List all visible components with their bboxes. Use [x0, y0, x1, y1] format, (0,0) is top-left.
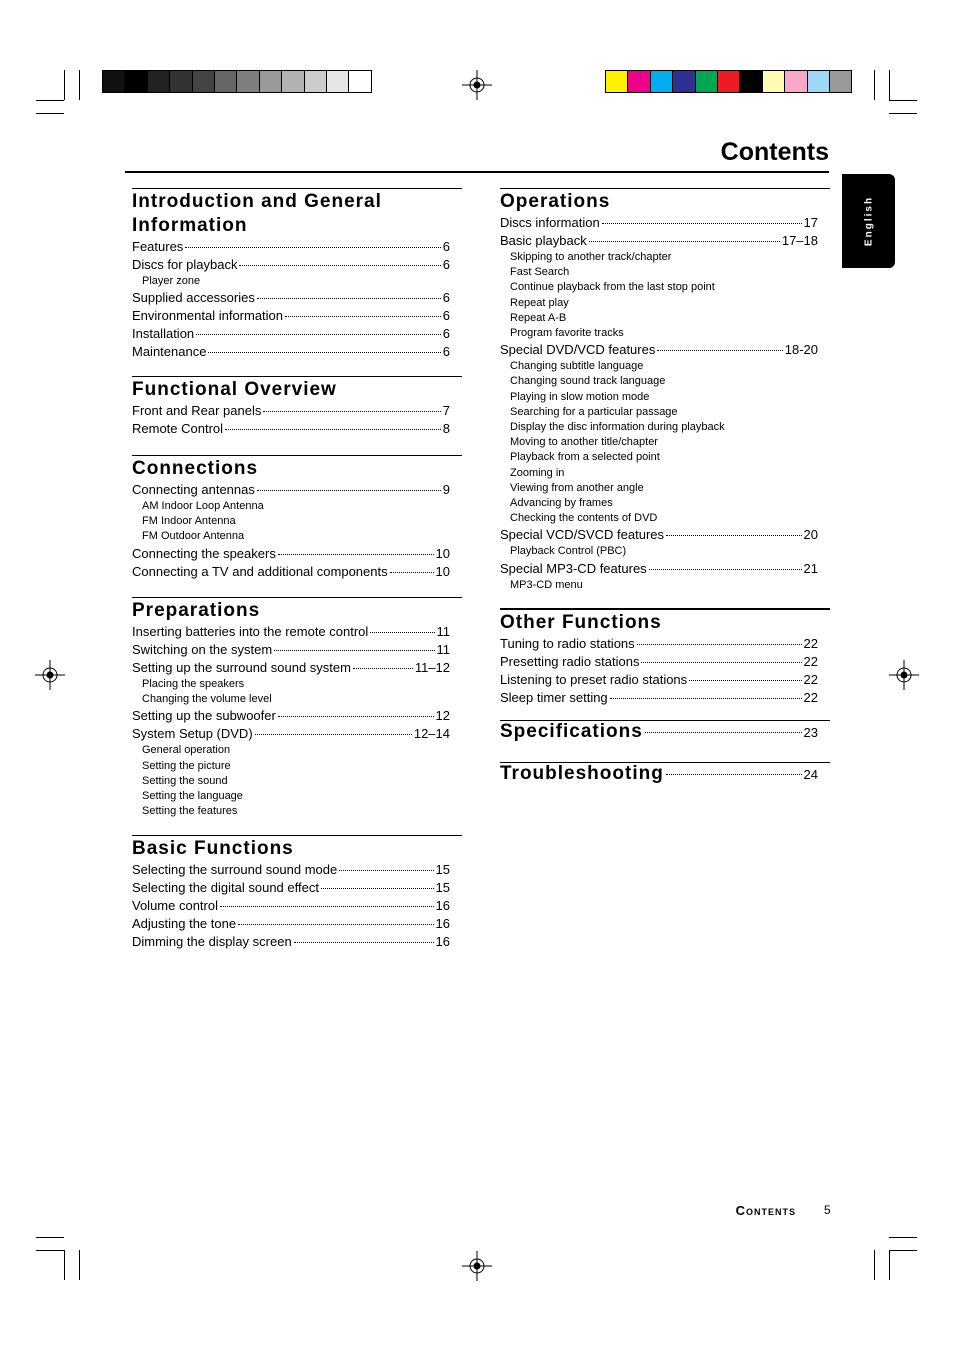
color-swatch [237, 71, 259, 92]
page-number: 5 [824, 1203, 831, 1217]
toc-entry-label: System Setup (DVD) [132, 726, 253, 742]
dot-leader [666, 535, 802, 536]
toc-entry [132, 707, 450, 725]
toc-entry [132, 256, 450, 274]
toc-entry-page: 10 [435, 563, 450, 579]
toc-entry-label: Features [132, 239, 184, 254]
toc-subentry: Changing the volume level [142, 693, 272, 706]
toc-subentry: MP3-CD menu [510, 578, 583, 591]
toc-subentry: General operation [142, 744, 231, 757]
section-entries [132, 402, 462, 438]
toc-entry-page: 12 [435, 708, 450, 724]
toc-subentry: Advancing by frames [510, 497, 613, 510]
toc-entry [500, 671, 818, 689]
color-swatch [327, 71, 349, 92]
color-swatch [808, 71, 830, 92]
toc-entry-page: 6 [442, 239, 450, 254]
section-title: Introduction and General Information [132, 191, 382, 236]
toc-subentry: Display the disc information during playback [510, 421, 725, 434]
toc-entry-page: 9 [442, 482, 450, 497]
color-swatch [785, 71, 807, 92]
toc-entry-label: Basic playback [500, 233, 587, 248]
toc-entry [500, 689, 818, 707]
toc-entry [132, 915, 450, 933]
toc-entry-label: Setting up the subwoofer [132, 708, 276, 724]
toc-entry-page: 11–12 [414, 660, 450, 675]
color-swatch [651, 71, 673, 92]
toc-entry [132, 545, 450, 563]
toc-entry-label: Special DVD/VCD features [500, 342, 656, 358]
toc-section [132, 188, 462, 361]
color-swatch [628, 71, 650, 92]
section-title: Operations [500, 191, 611, 212]
toc-entry-page: 6 [442, 257, 450, 272]
toc-entry-page: 22 [803, 636, 818, 651]
toc-entry [132, 623, 450, 641]
registration-mark-icon [889, 660, 919, 690]
grayscale-color-bar [102, 70, 372, 93]
toc-entry-label: Setting up the surround sound system [132, 660, 351, 675]
dot-leader [263, 411, 440, 412]
dot-leader [370, 632, 434, 633]
toc-entry [132, 861, 450, 879]
color-swatch [125, 71, 147, 92]
dot-leader [239, 265, 440, 266]
toc-entry-label: Tuning to radio stations [500, 636, 635, 651]
toc-subentry: Placing the speakers [142, 678, 245, 690]
dot-leader [321, 888, 434, 889]
toc-entry-page: 20 [803, 527, 818, 543]
toc-section-troubleshooting [500, 762, 830, 785]
toc-entry [500, 341, 818, 359]
toc-entry-label: Adjusting the tone [132, 916, 237, 931]
toc-subentry: Skipping to another track/chapter [510, 251, 672, 263]
toc-section [132, 455, 462, 581]
toc-subentry: Setting the picture [142, 759, 231, 772]
color-swatch [193, 71, 215, 92]
toc-entry-label: Selecting the digital sound effect [132, 880, 319, 895]
toc-entry-label: Connecting a TV and additional components [132, 563, 388, 579]
dot-leader [257, 490, 441, 491]
big-entry-label: Troubleshooting [500, 763, 664, 784]
dot-leader [602, 223, 802, 224]
color-swatch [215, 71, 237, 92]
toc-entry [132, 420, 450, 438]
toc-entry [500, 653, 818, 671]
color-swatch [718, 71, 740, 92]
toc-section [500, 608, 830, 707]
dot-leader [641, 662, 801, 663]
dot-leader [255, 734, 412, 735]
dot-leader [238, 924, 433, 925]
dot-leader [645, 732, 802, 733]
color-swatch [349, 71, 370, 92]
color-swatch [740, 71, 762, 92]
color-swatch [170, 71, 192, 92]
big-entry-page: 23 [803, 725, 818, 740]
color-swatch [282, 71, 304, 92]
toc-subentry: Viewing from another angle [510, 481, 644, 494]
toc-entry [132, 641, 450, 659]
section-rule [132, 597, 462, 598]
toc-subentry: Setting the sound [142, 774, 228, 787]
page-title: Contents [720, 138, 829, 166]
dot-leader [225, 429, 441, 430]
toc-entry [132, 325, 450, 343]
toc-entry-label: Special VCD/SVCD features [500, 527, 665, 543]
color-swatch [763, 71, 785, 92]
language-tab-label: English [863, 195, 874, 247]
dot-leader [208, 352, 440, 353]
registration-mark-icon [462, 1251, 492, 1281]
toc-entry-page: 6 [442, 344, 450, 360]
section-rule [500, 608, 830, 610]
color-swatch [696, 71, 718, 92]
color-swatch [606, 71, 628, 92]
footer-label: Contents [735, 1203, 796, 1218]
section-entries [500, 635, 830, 707]
dot-leader [353, 668, 413, 669]
registration-mark-icon [35, 660, 65, 690]
toc-entry-page: 17 [803, 215, 818, 230]
dot-leader [274, 650, 434, 651]
section-title: Connections [132, 458, 259, 479]
toc-section-specifications [500, 720, 830, 743]
toc-entry [132, 897, 450, 915]
toc-entry-page: 18-20 [784, 342, 818, 358]
color-swatch [148, 71, 170, 92]
toc-entry-label: Listening to preset radio stations [500, 672, 688, 687]
section-title: Functional Overview [132, 379, 337, 400]
dot-leader [220, 906, 434, 907]
toc-entry-label: Maintenance [132, 344, 207, 360]
toc-subentry: Repeat play [510, 296, 569, 309]
toc-entry [132, 933, 450, 951]
toc-subentry: AM Indoor Loop Antenna [142, 500, 264, 512]
toc-entry-label: Installation [132, 326, 195, 342]
toc-entry [132, 659, 450, 677]
toc-entry-page: 22 [803, 690, 818, 705]
toc-entry-label: Sleep timer setting [500, 690, 608, 705]
dot-leader [339, 870, 433, 871]
toc-entry-page: 22 [803, 672, 818, 687]
toc-big-entry [500, 721, 818, 743]
section-rule [132, 835, 462, 836]
toc-entry [500, 526, 818, 544]
toc-entry [132, 343, 450, 361]
dot-leader [257, 298, 441, 299]
dot-leader [610, 698, 802, 699]
toc-entry-label: Presetting radio stations [500, 654, 640, 669]
dot-leader [689, 680, 801, 681]
title-rule [125, 171, 829, 173]
dot-leader [196, 334, 441, 335]
toc-subentry: Repeat A-B [510, 311, 567, 324]
dot-leader [390, 572, 434, 573]
toc-entry [132, 307, 450, 325]
section-rule [132, 188, 462, 189]
toc-entry-page: 15 [435, 880, 450, 895]
toc-subentry: Changing subtitle language [510, 360, 644, 373]
toc-subentry: Changing sound track language [510, 375, 666, 388]
toc-entry-page: 11 [436, 642, 450, 657]
section-rule [500, 188, 830, 189]
section-entries [132, 861, 462, 951]
toc-entry-page: 11 [436, 624, 450, 639]
section-rule [132, 376, 462, 377]
toc-entry-label: Special MP3-CD features [500, 560, 647, 576]
color-swatch [305, 71, 327, 92]
dot-leader [294, 942, 434, 943]
toc-entry [132, 879, 450, 897]
dot-leader [278, 554, 434, 555]
toc-entry [500, 214, 818, 232]
toc-entry-page: 17–18 [781, 233, 818, 248]
big-entry-page: 24 [803, 767, 818, 782]
toc-subentry: FM Outdoor Antenna [142, 530, 245, 543]
section-entries [132, 623, 462, 819]
section-title: Basic Functions [132, 838, 294, 859]
section-entries [500, 214, 830, 593]
toc-subentry: Continue playback from the last stop point [510, 281, 715, 294]
toc-subentry: Playback Control (PBC) [510, 545, 627, 558]
toc-section [132, 835, 462, 951]
toc-subentry: Searching for a particular passage [510, 405, 678, 418]
section-entries [132, 481, 462, 581]
color-swatch [103, 71, 125, 92]
toc-entry [500, 560, 818, 578]
toc-entry-label: Dimming the display screen [132, 934, 292, 949]
toc-entry-page: 10 [435, 545, 450, 561]
registration-mark-icon [462, 70, 492, 100]
dot-leader [657, 350, 782, 351]
toc-entry-page: 8 [442, 421, 450, 436]
toc-section [132, 597, 462, 819]
toc-entry-page: 22 [803, 654, 818, 669]
dot-leader [666, 774, 802, 775]
language-tab [842, 174, 895, 268]
toc-entry-label: Connecting the speakers [132, 545, 276, 561]
toc-subentry: Playing in slow motion mode [510, 390, 650, 403]
cmyk-color-bar [605, 70, 852, 93]
section-title: Other Functions [500, 612, 662, 633]
toc-subentry: Program favorite tracks [510, 327, 624, 340]
dot-leader [185, 247, 440, 248]
toc-entry-label: Inserting batteries into the remote control [132, 624, 369, 639]
toc-entry-page: 16 [435, 934, 450, 949]
toc-entry-page: 16 [435, 916, 450, 931]
dot-leader [285, 316, 441, 317]
toc-entry-page: 6 [442, 308, 450, 324]
toc-entry-page: 21 [803, 560, 818, 576]
dot-leader [637, 644, 802, 645]
toc-entry-label: Discs information [500, 215, 600, 230]
dot-leader [649, 569, 802, 570]
toc-entry-page: 7 [442, 403, 450, 418]
toc-entry-label: Environmental information [132, 308, 284, 324]
toc-subentry: Fast Search [510, 266, 570, 279]
toc-entry-page: 6 [442, 326, 450, 342]
toc-subentry: Playback from a selected point [510, 451, 660, 464]
toc-big-entry [500, 763, 818, 785]
toc-entry [132, 481, 450, 499]
color-swatch [673, 71, 695, 92]
toc-section [132, 376, 462, 438]
toc-subentry: Player zone [142, 275, 201, 287]
toc-entry [132, 402, 450, 420]
section-rule [132, 455, 462, 456]
dot-leader [278, 716, 434, 717]
toc-entry [132, 289, 450, 307]
toc-entry [132, 725, 450, 743]
toc-entry [500, 232, 818, 250]
toc-entry-page: 12–14 [413, 726, 450, 742]
dot-leader [589, 241, 780, 242]
toc-entry-label: Remote Control [132, 421, 224, 436]
toc-subentry: Moving to another title/chapter [510, 436, 658, 449]
toc-subentry: FM Indoor Antenna [142, 515, 236, 528]
toc-entry-label: Supplied accessories [132, 290, 255, 306]
toc-entry-page: 15 [435, 862, 450, 877]
toc-entry [132, 238, 450, 256]
toc-entry-label: Selecting the surround sound mode [132, 862, 338, 877]
toc-subentry: Setting the language [142, 790, 243, 803]
toc-section [500, 188, 830, 593]
toc-entry-page: 16 [435, 898, 450, 913]
toc-entry-label: Volume control [132, 898, 218, 913]
big-entry-label: Specifications [500, 721, 643, 742]
toc-entry-page: 6 [442, 290, 450, 306]
toc-subentry: Checking the contents of DVD [510, 512, 658, 525]
section-entries [132, 238, 462, 361]
toc-entry-label: Front and Rear panels [132, 403, 262, 418]
toc-entry-label: Discs for playback [132, 257, 238, 272]
color-swatch [830, 71, 851, 92]
toc-entry-label: Connecting antennas [132, 482, 255, 497]
toc-entry-label: Switching on the system [132, 642, 273, 657]
toc-subentry: Zooming in [510, 466, 565, 479]
color-swatch [260, 71, 282, 92]
toc-subentry: Setting the features [142, 805, 238, 818]
section-title: Preparations [132, 600, 261, 621]
toc-entry [132, 563, 450, 581]
toc-entry [500, 635, 818, 653]
